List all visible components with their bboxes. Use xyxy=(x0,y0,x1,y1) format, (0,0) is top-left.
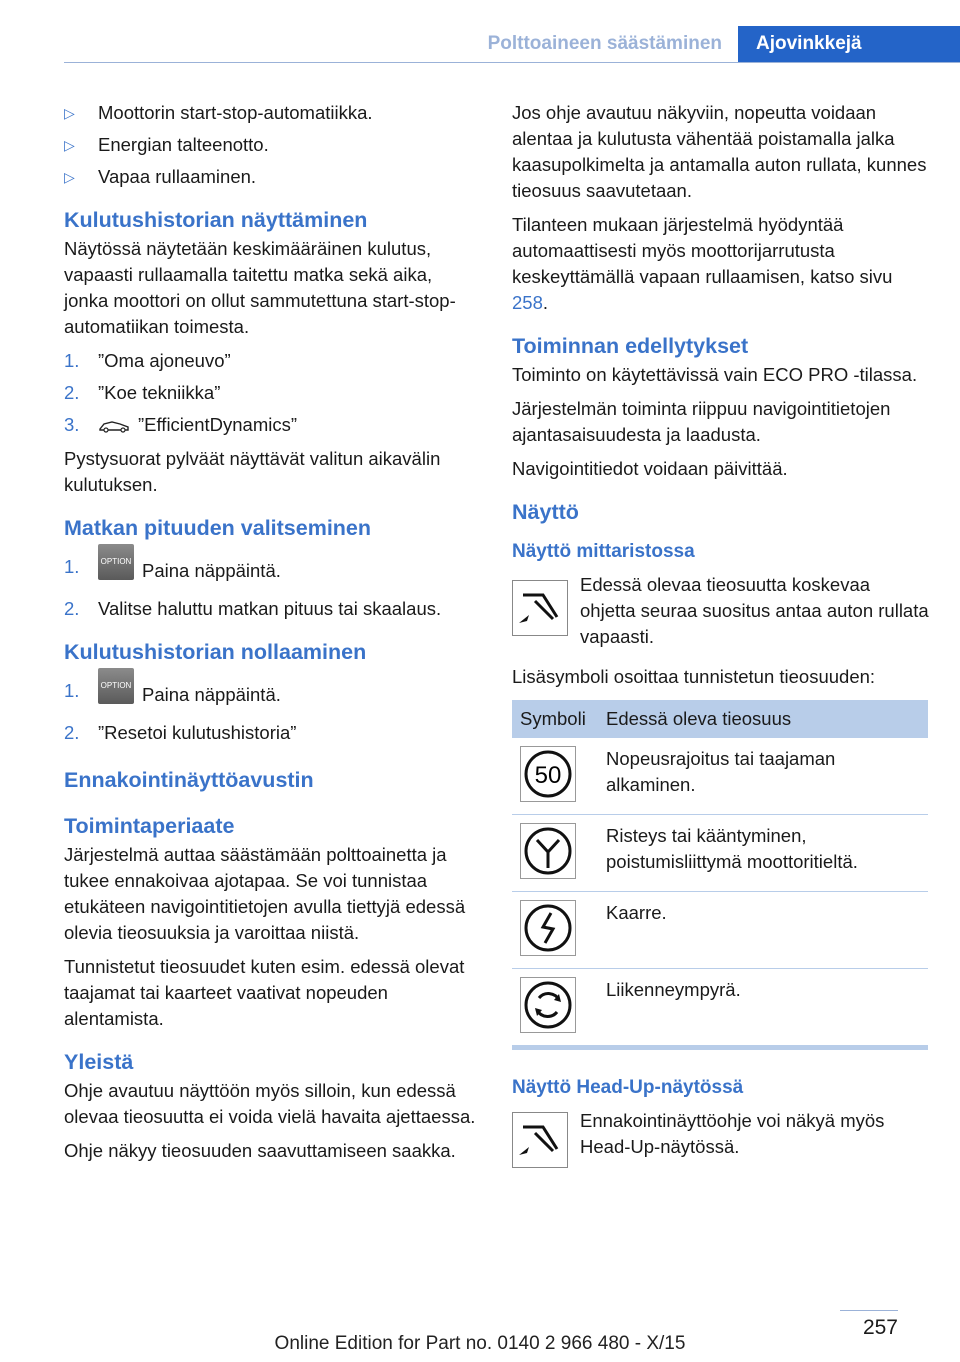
page-header xyxy=(0,26,960,62)
coasting-icon xyxy=(512,580,568,636)
paragraph: Ohje avautuu näyttöön myös silloin, kun edessä olevaa tieosuutta ei voida vielä havaita ajettaessa. xyxy=(64,1080,476,1127)
table-end-rule xyxy=(512,1046,928,1050)
paragraph: Järjestelmän toiminta riippuu navigointitietojen ajantasaisuudesta ja laadusta. xyxy=(512,398,891,445)
table-header: Edessä oleva tieosuus xyxy=(598,700,928,738)
junction-icon xyxy=(520,823,576,879)
heading-reset: Kulutushistorian nollaaminen xyxy=(64,640,367,664)
heading-hud: Näyttö Head-Up-näytössä xyxy=(512,1077,744,1098)
list-item: ▷ Energian talteenotto. xyxy=(64,132,478,158)
heading-principle: Toimintaperiaate xyxy=(64,814,235,838)
triangle-bullet-icon: ▷ xyxy=(64,169,75,185)
curve-icon xyxy=(520,900,576,956)
paragraph: Järjestelmä auttaa säästämään polttoainetta ja tukee ennakoivaa ajotapaa. Se voi tunnistaa etukäteen navigointitietojen avulla tiettyjä edessä olevia tieosuuksia ja varoittaa niistä. xyxy=(64,844,466,943)
list-item: 1. ”Oma ajoneuvo” xyxy=(64,350,231,371)
paragraph: Edessä olevaa tieosuutta koskevaa ohjetta seuraa suositus antaa auton rullata vapaasti. xyxy=(580,574,929,647)
triangle-bullet-icon: ▷ xyxy=(64,137,75,153)
list-item: ▷ Moottorin start-stop-automatiikka. xyxy=(64,100,478,126)
heading-display: Näyttö xyxy=(512,500,579,524)
paragraph: Näytössä näytetään keskimääräinen kulutus, vapaasti rullaamalla taitettu matka sekä aika, jonka moottori on ollut sammutettuna start-stop-automatiikan toimesta. xyxy=(64,238,456,337)
header-rule xyxy=(64,62,960,63)
svg-text:50: 50 xyxy=(534,762,562,789)
feature-list xyxy=(64,100,478,190)
hud-note xyxy=(512,1108,930,1168)
heading-cluster: Näyttö mittaristossa xyxy=(512,541,695,562)
section-title: Polttoaineen säästäminen xyxy=(487,33,722,54)
heading-anticipation: Ennakointinäyttöavustin xyxy=(64,768,314,792)
list-item: 1. OPTION Paina näppäintä. xyxy=(64,678,478,714)
right-column xyxy=(512,100,930,1182)
table-cell: Kaarre. xyxy=(598,892,928,969)
car-eco-icon xyxy=(98,419,132,433)
table-cell: Nopeusrajoitus tai taajaman alkaminen. xyxy=(598,738,928,815)
table-row xyxy=(512,738,928,815)
table-row xyxy=(512,892,928,969)
paragraph: Tunnistetut tieosuudet kuten esim. edessä olevat taajamat tai kaarteet vaativat nopeuden alentamista. xyxy=(64,956,465,1029)
page-number-rule xyxy=(840,1310,898,1311)
list-item: 1. OPTION Paina näppäintä. xyxy=(64,554,478,590)
page-number: 257 xyxy=(862,1316,898,1339)
page-link[interactable]: 258 xyxy=(512,292,543,313)
table-row xyxy=(512,815,928,892)
option-button-icon: OPTION xyxy=(98,668,134,704)
list-item: 2. ”Resetoi kulutushistoria” xyxy=(64,722,297,743)
heading-conditions: Toiminnan edellytykset xyxy=(512,334,749,358)
steps-trip xyxy=(64,554,478,622)
table-cell: Liikenneympyrä. xyxy=(598,969,928,1046)
paragraph: Tilanteen mukaan järjestelmä hyödyntää automaattisesti myös moottorijarrutusta keskeyttämällä vapaan rullaamisen, katso sivu 258. xyxy=(512,214,893,313)
paragraph: Navigointitiedot voidaan päivittää. xyxy=(512,458,788,479)
speed-limit-50-icon xyxy=(520,746,576,802)
heading-general: Yleistä xyxy=(64,1050,134,1074)
heading-trip: Matkan pituuden valitseminen xyxy=(64,516,372,540)
paragraph: Lisäsymboli osoittaa tunnistetun tieosuuden: xyxy=(512,666,876,687)
list-item: 2. Valitse haluttu matkan pituus tai skaalaus. xyxy=(64,598,442,619)
table-header-row xyxy=(512,700,928,738)
left-column xyxy=(64,100,478,1172)
symbol-table xyxy=(512,700,928,1046)
triangle-bullet-icon: ▷ xyxy=(64,105,75,121)
list-item: 2. ”Koe tekniikka” xyxy=(64,382,221,403)
table-header: Symboli xyxy=(512,700,598,738)
coasting-icon xyxy=(512,1112,568,1168)
steps-reset xyxy=(64,678,478,746)
cluster-note xyxy=(512,572,930,650)
footer-edition: Online Edition for Part no. 0140 2 966 480 - X/15 xyxy=(274,1333,686,1354)
table-cell: Risteys tai kääntyminen, poistumisliittymä moottoritieltä. xyxy=(598,815,928,892)
list-item: 3. ”EfficientDynamics” xyxy=(64,414,298,435)
paragraph: Ohje näkyy tieosuuden saavuttamiseen saakka. xyxy=(64,1140,456,1161)
option-button-icon: OPTION xyxy=(98,544,134,580)
roundabout-icon xyxy=(520,977,576,1033)
list-item: ▷ Vapaa rullaaminen. xyxy=(64,164,478,190)
paragraph: Toiminto on käytettävissä vain ECO PRO -tilassa. xyxy=(512,364,918,385)
steps-history xyxy=(64,348,478,438)
paragraph: Pystysuorat pylväät näyttävät valitun aikavälin kulutuksen. xyxy=(64,448,441,495)
paragraph: Jos ohje avautuu näkyviin, nopeutta voidaan alentaa ja kulutusta vähentää poistamalla jalka kaasupolkimelta ja antamalla auton rullata, kunnes tieosuus saavutetaan. xyxy=(512,102,927,201)
paragraph: Ennakointinäyttöohje voi näkyä myös Head-Up-näytössä. xyxy=(580,1110,885,1157)
heading-history: Kulutushistorian näyttäminen xyxy=(64,208,368,232)
chapter-tab[interactable]: Ajovinkkejä xyxy=(738,26,960,62)
table-row xyxy=(512,969,928,1046)
